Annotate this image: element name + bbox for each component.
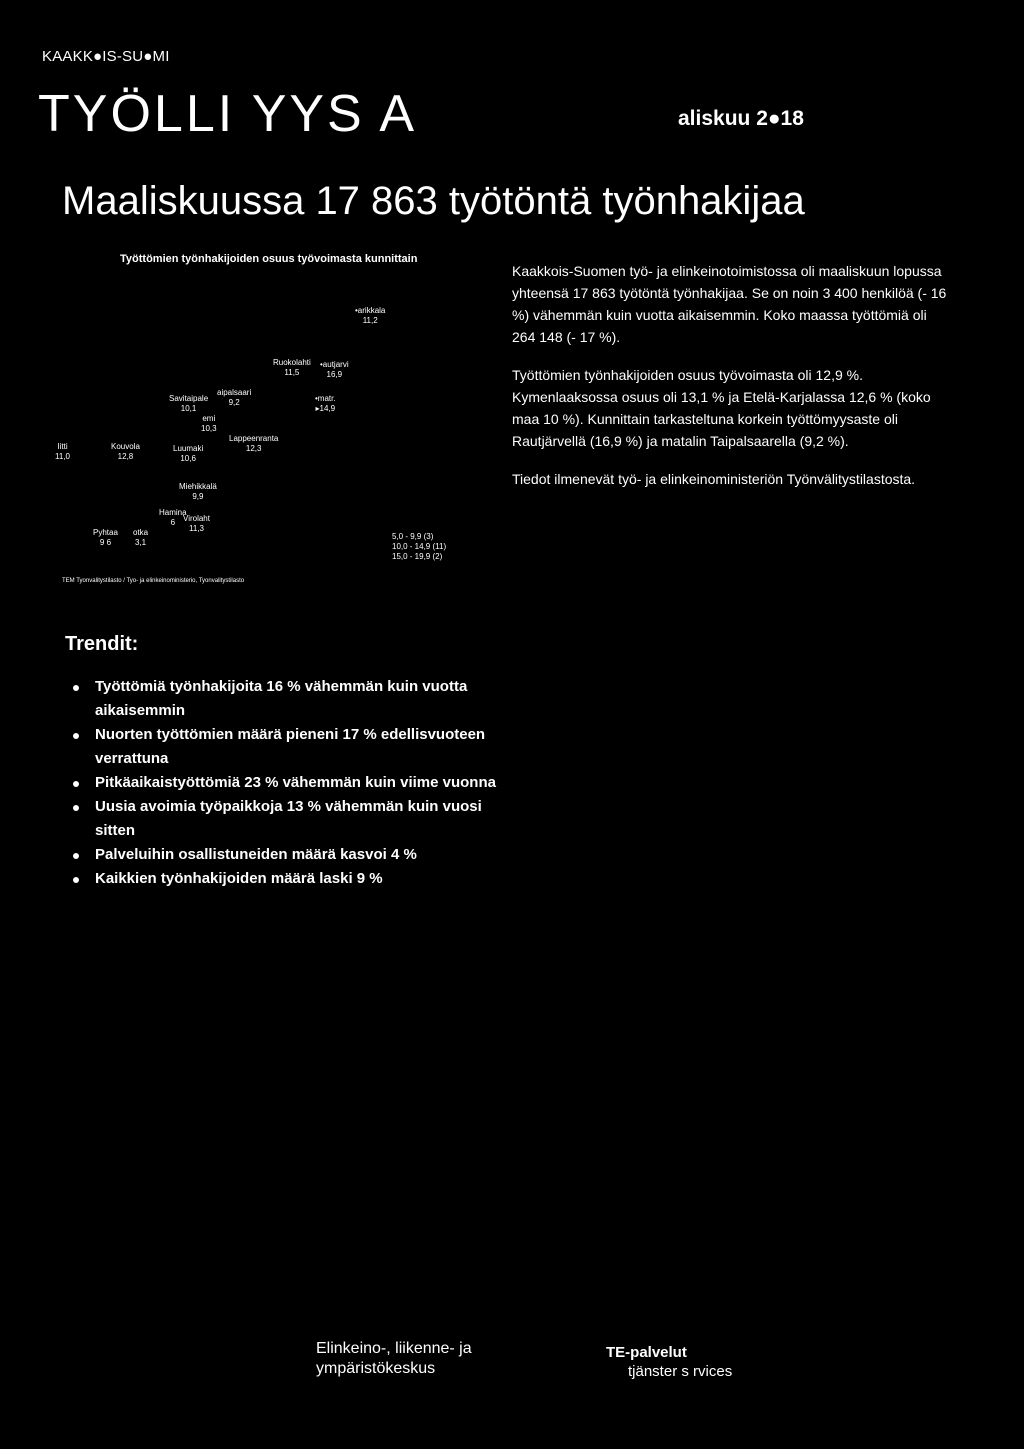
map-label-name: Savitaipale [169, 394, 209, 403]
te-logo-title: TE-palvelut [606, 1344, 687, 1361]
bullet-icon [73, 733, 79, 739]
trend-text: Kaikkien työnhakijoiden määrä laski 9 % [95, 870, 383, 887]
map-label-value: 12,3 [245, 444, 262, 453]
intro-paragraph: Tiedot ilmenevät työ- ja elinkeinoministeriön Työnvälitystilastosta. [512, 471, 916, 487]
map-source: TEM Tyonvalitystilasto / Tyo- ja elinkeinoministerio, Tyonvalitystilasto [62, 578, 245, 584]
map-label-name: Ruokolahti [273, 358, 311, 367]
issue-date: aliskuu 2●18 [678, 107, 804, 130]
map-label-value: 10,1 [180, 404, 197, 413]
trend-item [65, 723, 525, 771]
map-label-name: emi [202, 414, 216, 423]
region-label: KAAKK●IS-SU●MI [42, 48, 170, 65]
te-logo-subtitle: tjänster s rvices [628, 1363, 733, 1380]
map-label-virolahti [183, 514, 210, 534]
map-label-taipalsaari [217, 388, 251, 408]
map-label-lemi [201, 414, 217, 434]
trend-item [65, 867, 525, 891]
map-label-name: aipalsaari [217, 388, 252, 397]
trend-item [65, 795, 525, 843]
headline: Maaliskuussa 17 863 työtöntä työnhakijaa [62, 179, 805, 223]
map-label-name: Iitti [57, 442, 68, 451]
trend-text: Palveluihin osallistuneiden määrä kasvoi 4 % [95, 846, 417, 863]
map-label-value: 10,3 [201, 424, 217, 433]
map-label-rautjarvi [320, 360, 349, 380]
map-label-name: Pyhtaa [93, 528, 118, 537]
map-label-iitti [55, 442, 70, 462]
bullet-icon [73, 805, 79, 811]
trend-text: Nuorten työttömien määrä pieneni 17 % edellisvuoteen verrattuna [95, 726, 486, 767]
map-label-pyhtaa [93, 528, 118, 548]
map-label-value: 10,6 [180, 454, 196, 463]
trend-text: Pitkäaikaistyöttömiä 23 % vähemmän kuin viime vuonna [95, 774, 496, 791]
trend-text: Uusia avoimia työpaikkoja 13 % vähemmän kuin vuosi sitten [95, 798, 482, 839]
map-label-value: 9,9 [192, 492, 204, 501]
trend-item [65, 675, 525, 723]
map-label-savitaipale [169, 394, 208, 414]
map-label-name: Luumaki [173, 444, 204, 453]
map-label-name: •autjarvi [320, 360, 349, 369]
map-label-value: ▸14,9 [315, 404, 336, 413]
map-label-name: •matr. [315, 394, 336, 403]
map-label-value: 11,0 [55, 452, 70, 461]
map-label-kouvola [111, 442, 140, 462]
map-label-value: 9 6 [99, 538, 112, 547]
map-label-kotka [133, 528, 148, 548]
map-label-ruokolahti [273, 358, 311, 378]
legend-item-mid: 10,0 - 14,9 (11) [392, 542, 447, 551]
intro-paragraph: Työttömien työnhakijoiden osuus työvoimasta oli 12,9 %. Kymenlaaksossa osuus oli 13,1 % ja Etelä-Karjalassa 12,6 % (koko maa 10 %). Kunnittain tarkasteltuna korkein työttömyysaste oli Rautjärvellä (16,9 %) ja matalin Taipalsaarella (9,2 %). [512, 367, 931, 449]
bullet-icon [73, 781, 79, 787]
map-label-lappeenranta [229, 434, 278, 454]
map-label-value: 3,1 [135, 538, 147, 547]
legend-item-low: 5,0 - 9,9 (3) [392, 532, 434, 541]
bullet-icon [73, 685, 79, 691]
trends-heading: Trendit: [65, 633, 139, 655]
map-label-name: Lappeenranta [229, 434, 279, 443]
trend-text: Työttömiä työnhakijoita 16 % vähemmän kuin vuotta aikaisemmin [95, 678, 468, 719]
map-label-name: otka [133, 528, 149, 537]
intro-paragraph: Kaakkois-Suomen työ- ja elinkeinotoimistossa oli maaliskuun lopussa yhteensä 17 863 työtöntä työnhakijaa. Se on noin 3 400 henkilöä (- 16 %) vähemmän kuin vuotta aikaisemmin. Koko maassa työttömiä oli 264 148 (- 17 %). [512, 263, 947, 345]
map-label-imatra [315, 394, 336, 414]
map-label-value: 9,2 [228, 398, 240, 407]
map-label-parikkala [355, 306, 385, 326]
legend-item-high: 15,0 - 19,9 (2) [392, 552, 443, 561]
map-label-miehikkala [179, 482, 217, 502]
map-label-name: Hamina [159, 508, 187, 517]
map-title: Työttömien työnhakijoiden osuus työvoimasta kunnittain [120, 253, 418, 265]
map-label-name: Miehikkalä [179, 482, 217, 491]
map-label-value: 11,3 [189, 524, 204, 533]
map-label-luumaki [173, 444, 203, 464]
map-label-value: 12,8 [117, 452, 134, 461]
page-title: TYÖLLI YYS A [38, 85, 418, 143]
intro-text [512, 260, 952, 501]
map-label-name: Virolaht [183, 514, 210, 523]
trend-item [65, 843, 525, 867]
bullet-icon [73, 877, 79, 883]
map-legend [392, 532, 446, 562]
ely-logo-text: Elinkeino-, liikenne- ja ympäristökeskus [316, 1340, 472, 1377]
bullet-icon [73, 853, 79, 859]
map-label-value: 11,2 [362, 316, 378, 325]
map-label-value: 11,5 [284, 368, 300, 377]
map-label-name: •arikkala [355, 306, 386, 315]
map-label-name: Kouvola [111, 442, 140, 451]
trends-list [65, 675, 525, 891]
map-label-value: 6 [170, 518, 176, 527]
trend-item [65, 771, 525, 795]
map-label-value: 16,9 [326, 370, 343, 379]
